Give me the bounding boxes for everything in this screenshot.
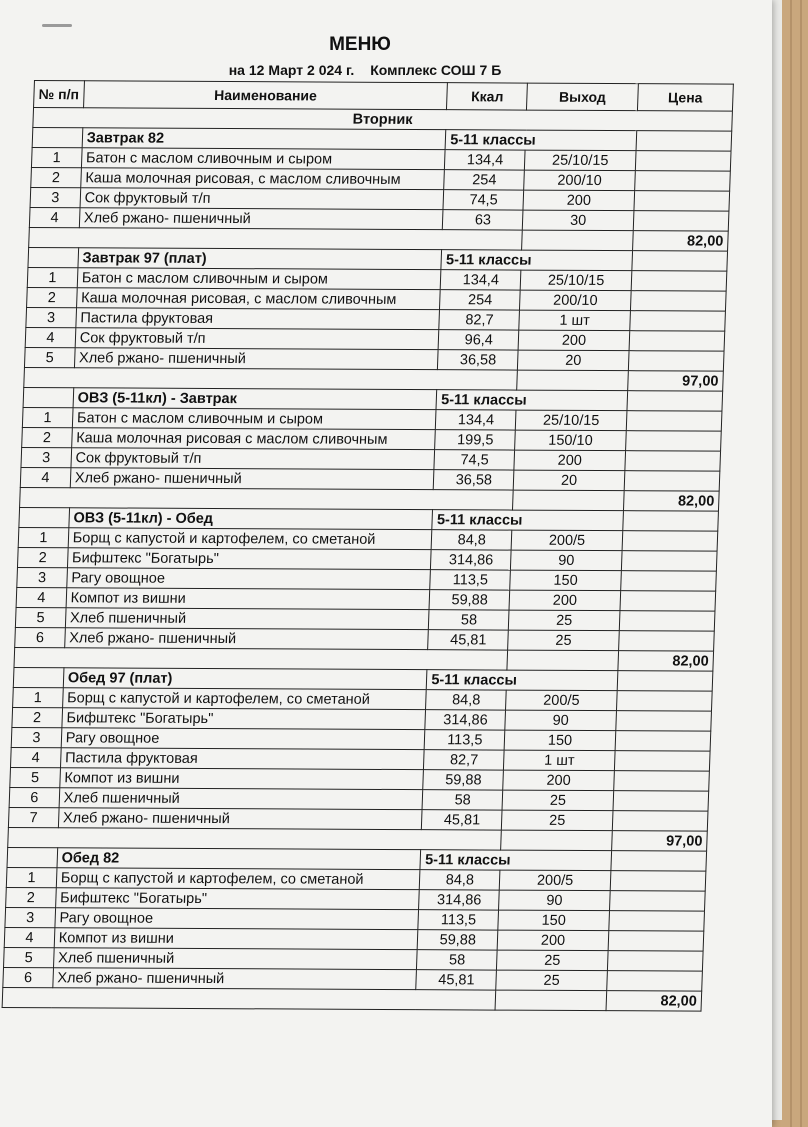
section-price-cell	[611, 851, 707, 871]
item-output: 150/10	[515, 430, 626, 451]
item-name: Хлеб пшеничный	[65, 608, 429, 630]
item-price	[608, 931, 704, 951]
section-num-cell	[28, 248, 78, 268]
total-empty	[501, 830, 612, 851]
item-output: 200/10	[520, 290, 631, 311]
item-num: 3	[5, 907, 55, 927]
item-kcal: 254	[440, 290, 521, 310]
item-output: 25	[496, 970, 607, 991]
item-kcal: 59,88	[417, 930, 498, 950]
item-price	[622, 531, 718, 551]
item-name: Компот из вишни	[66, 588, 430, 610]
item-num: 3	[11, 727, 61, 747]
total-spacer	[14, 647, 508, 670]
item-name: Пастила фруктовая	[76, 308, 440, 330]
item-kcal: 134,4	[445, 150, 526, 170]
item-kcal: 84,8	[426, 690, 507, 710]
item-output: 200/5	[506, 690, 617, 711]
section-title: ОВЗ (5-11кл) - Завтрак	[73, 388, 437, 410]
item-name: Сок фруктовый т/п	[71, 448, 435, 470]
section-total-price: 82,00	[623, 491, 719, 511]
item-name: Сок фруктовый т/п	[75, 328, 439, 350]
item-name: Хлеб ржано- пшеничный	[53, 968, 417, 990]
total-spacer	[2, 987, 496, 1010]
section-classes: 5-11 классы	[432, 510, 623, 531]
item-price	[621, 551, 717, 571]
item-output: 90	[505, 710, 616, 731]
item-price	[635, 151, 731, 171]
item-kcal: 59,88	[429, 590, 510, 610]
item-num: 2	[27, 287, 77, 307]
section-classes: 5-11 классы	[427, 670, 618, 691]
item-price	[628, 351, 724, 371]
item-kcal: 314,86	[425, 710, 506, 730]
item-price	[631, 271, 727, 291]
item-name: Хлеб пшеничный	[59, 788, 423, 810]
item-num: 5	[4, 947, 54, 967]
item-kcal: 82,7	[439, 310, 520, 330]
item-kcal: 58	[417, 950, 498, 970]
item-name: Бифштекс "Богатырь"	[67, 548, 431, 570]
item-num: 6	[3, 967, 53, 987]
item-num: 6	[15, 627, 65, 647]
item-output: 200/5	[500, 870, 611, 891]
page-subtitle	[0, 62, 730, 78]
total-empty	[513, 490, 624, 511]
item-output: 25	[508, 630, 619, 651]
total-spacer	[29, 228, 523, 251]
item-kcal: 58	[422, 790, 503, 810]
item-name: Хлеб ржано- пшеничный	[58, 808, 422, 830]
item-kcal: 199,5	[435, 430, 516, 450]
section-classes: 5-11 классы	[420, 850, 611, 871]
section-num-cell	[23, 387, 73, 407]
item-name: Батон с маслом сливочным и сыром	[77, 268, 441, 290]
item-num: 3	[17, 567, 67, 587]
item-kcal: 36,58	[438, 350, 519, 370]
item-price	[633, 211, 729, 231]
item-name: Компот из вишни	[60, 768, 424, 790]
item-price	[612, 811, 708, 831]
header-price: Цена	[637, 84, 733, 111]
item-kcal: 113,5	[424, 730, 505, 750]
section-title: Обед 82	[57, 848, 421, 870]
item-price	[615, 731, 711, 751]
item-price	[613, 791, 709, 811]
item-kcal: 45,81	[422, 810, 503, 830]
item-num: 1	[6, 867, 56, 887]
item-output: 20	[514, 470, 625, 491]
item-name: Пастила фруктовая	[60, 748, 424, 770]
item-price	[634, 191, 730, 211]
item-price	[607, 951, 703, 971]
item-num: 6	[9, 787, 59, 807]
subtitle-date: на 12 Март 2 024 г.	[228, 62, 355, 78]
item-output: 25/10/15	[516, 410, 627, 431]
item-output: 25/10/15	[521, 270, 632, 291]
item-price	[624, 471, 720, 491]
item-name: Батон с маслом сливочным и сыром	[72, 408, 436, 430]
section-total-price: 82,00	[606, 991, 702, 1011]
section-num-cell	[32, 128, 82, 148]
section-price-cell	[632, 251, 728, 271]
item-name: Хлеб ржано- пшеничный	[74, 348, 438, 370]
item-num: 2	[12, 707, 62, 727]
item-output: 25	[509, 610, 620, 631]
section-total-price: 97,00	[627, 371, 723, 391]
item-name: Сок фруктовый т/п	[80, 188, 444, 210]
item-num: 5	[10, 767, 60, 787]
item-name: Бифштекс "Богатырь"	[62, 708, 426, 730]
item-name: Каша молочная рисовая, с маслом сливочным	[81, 168, 445, 190]
section-title: Завтрак 82	[82, 128, 446, 150]
item-num: 2	[6, 887, 56, 907]
section-total-price: 82,00	[618, 651, 714, 671]
item-price	[620, 591, 716, 611]
item-kcal: 82,7	[424, 750, 505, 770]
item-output: 1 шт	[504, 750, 615, 771]
total-empty	[517, 370, 628, 391]
item-num: 1	[27, 268, 77, 288]
item-price	[616, 691, 712, 711]
item-num: 4	[4, 927, 54, 947]
total-spacer	[24, 367, 518, 390]
item-output: 200	[518, 330, 629, 351]
item-num: 5	[15, 607, 65, 627]
item-kcal: 134,4	[441, 270, 522, 290]
item-num: 4	[16, 587, 66, 607]
section-title: ОВЗ (5-11кл) - Обед	[69, 508, 433, 530]
item-price	[625, 431, 721, 451]
section-price-cell	[623, 511, 719, 531]
total-spacer	[20, 487, 514, 510]
item-output: 25	[502, 810, 613, 831]
section-price-cell	[617, 671, 713, 691]
section-title: Обед 97 (плат)	[63, 668, 427, 690]
item-num: 4	[29, 208, 79, 228]
section-total-price: 82,00	[632, 231, 728, 251]
item-price	[613, 771, 709, 791]
item-num: 1	[18, 527, 68, 547]
item-output: 25	[497, 950, 608, 971]
item-price	[609, 911, 705, 931]
item-price	[634, 171, 730, 191]
item-output: 200/10	[524, 170, 635, 191]
item-output: 1 шт	[519, 310, 630, 331]
item-output: 25/10/15	[525, 150, 636, 171]
menu-table	[2, 80, 734, 1012]
item-price	[626, 411, 722, 431]
section-title: Завтрак 97 (плат)	[78, 248, 442, 270]
item-num: 5	[24, 347, 74, 367]
item-price	[619, 611, 715, 631]
section-total-price: 97,00	[611, 831, 707, 851]
section-num-cell	[7, 847, 57, 867]
item-name: Каша молочная рисовая с маслом сливочным	[71, 428, 435, 450]
item-price	[630, 291, 726, 311]
item-kcal: 74,5	[434, 450, 515, 470]
item-kcal: 113,5	[430, 570, 511, 590]
item-name: Хлеб ржано- пшеничный	[64, 628, 428, 650]
item-kcal: 314,86	[419, 890, 500, 910]
item-output: 200	[509, 590, 620, 611]
section-classes: 5-11 классы	[436, 390, 627, 411]
item-name: Рагу овощное	[61, 728, 425, 750]
item-output: 200	[514, 450, 625, 471]
item-name: Борщ с капустой и картофелем, со сметаной	[68, 528, 432, 550]
item-price	[614, 751, 710, 771]
item-output: 200/5	[511, 530, 622, 551]
item-price	[620, 571, 716, 591]
item-price	[618, 631, 714, 651]
item-num: 7	[8, 807, 58, 827]
item-output: 90	[511, 550, 622, 571]
item-output: 30	[523, 210, 634, 231]
page-title: МЕНЮ	[329, 34, 391, 55]
section-total-row	[2, 987, 702, 1011]
item-kcal: 74,5	[443, 190, 524, 210]
item-name: Борщ с капустой и картофелем, со сметаной	[56, 868, 420, 890]
day-label: Вторник	[33, 108, 733, 132]
item-num: 3	[21, 447, 71, 467]
item-name: Рагу овощное	[67, 568, 431, 590]
item-num: 3	[30, 188, 80, 208]
item-price	[606, 971, 702, 991]
total-empty	[522, 230, 633, 251]
header-num: № п/п	[34, 81, 85, 108]
item-num: 2	[17, 547, 67, 567]
section-num-cell	[13, 667, 63, 687]
item-num: 2	[31, 168, 81, 188]
item-output: 150	[510, 570, 621, 591]
item-output: 200	[523, 190, 634, 211]
item-price	[625, 451, 721, 471]
item-num: 1	[22, 407, 72, 427]
item-num: 1	[13, 687, 63, 707]
item-name: Рагу овощное	[55, 908, 419, 930]
item-kcal: 84,8	[420, 870, 501, 890]
section-price-cell	[636, 131, 732, 151]
item-name: Хлеб пшеничный	[53, 948, 417, 970]
item-name: Хлеб ржано- пшеничный	[70, 468, 434, 490]
item-kcal: 36,58	[434, 470, 515, 490]
item-name: Батон с маслом сливочным и сыром	[81, 148, 445, 170]
item-price	[610, 871, 706, 891]
item-output: 200	[503, 770, 614, 791]
item-output: 25	[502, 790, 613, 811]
total-empty	[507, 650, 618, 671]
item-price	[630, 311, 726, 331]
header-kcal: Ккал	[447, 83, 528, 110]
item-num: 4	[25, 327, 75, 347]
section-num-cell	[19, 507, 69, 527]
total-spacer	[8, 827, 502, 850]
item-num: 4	[20, 467, 70, 487]
header-output: Выход	[527, 83, 638, 111]
item-kcal: 45,81	[428, 630, 509, 650]
item-kcal: 314,86	[431, 550, 512, 570]
item-output: 200	[498, 930, 609, 951]
item-kcal: 113,5	[418, 910, 499, 930]
item-output: 150	[498, 910, 609, 931]
item-num: 3	[26, 307, 76, 327]
table-header-row	[34, 81, 734, 112]
item-price	[629, 331, 725, 351]
item-kcal: 134,4	[436, 410, 517, 430]
item-output: 150	[505, 730, 616, 751]
item-kcal: 254	[444, 170, 525, 190]
item-name: Каша молочная рисовая, с маслом сливочным	[76, 288, 440, 310]
item-kcal: 63	[443, 210, 524, 230]
pen-mark	[42, 24, 72, 27]
item-price	[616, 711, 712, 731]
item-kcal: 59,88	[423, 770, 504, 790]
item-kcal: 84,8	[431, 530, 512, 550]
item-output: 90	[499, 890, 610, 911]
subtitle-complex: Комплекс СОШ 7 Б	[370, 62, 502, 78]
item-kcal: 96,4	[438, 330, 519, 350]
header-name: Наименование	[83, 81, 447, 110]
item-num: 2	[22, 427, 72, 447]
item-output: 20	[518, 350, 629, 371]
section-classes: 5-11 классы	[445, 130, 636, 151]
item-name: Компот из вишни	[54, 928, 418, 950]
item-name: Хлеб ржано- пшеничный	[79, 208, 443, 230]
item-num: 1	[31, 148, 81, 168]
item-kcal: 45,81	[416, 970, 497, 990]
total-empty	[495, 990, 606, 1011]
item-name: Борщ с капустой и картофелем, со сметаной	[62, 688, 426, 710]
section-price-cell	[627, 391, 723, 411]
item-name: Бифштекс "Богатырь"	[55, 888, 419, 910]
item-num: 4	[10, 747, 60, 767]
section-classes: 5-11 классы	[441, 250, 632, 271]
item-price	[609, 891, 705, 911]
item-kcal: 58	[429, 610, 510, 630]
